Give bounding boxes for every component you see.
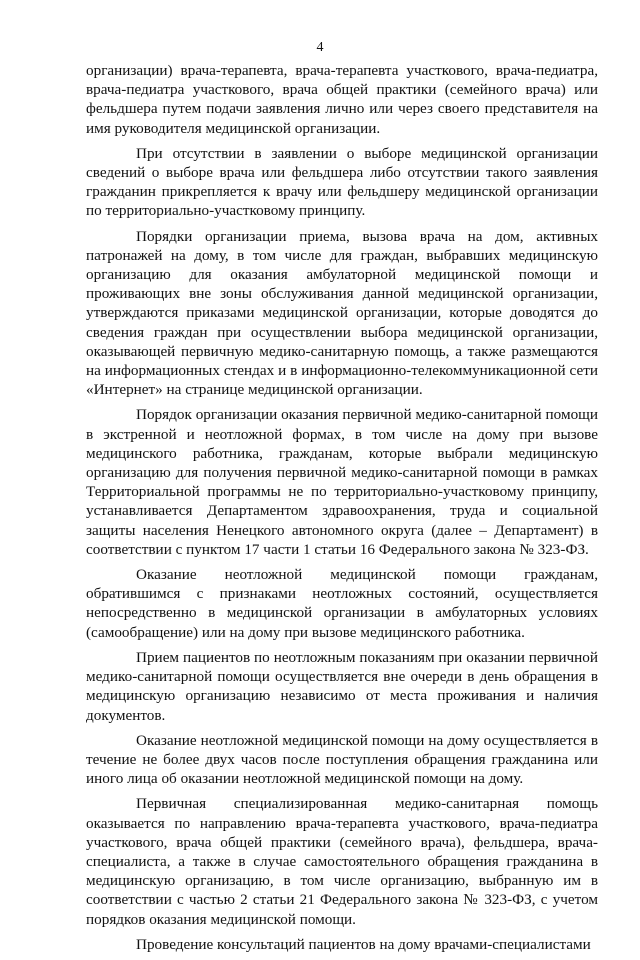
paragraph-3: Порядки организации приема, вызова врача на дом, активных патронажей на дому, в том числе для граждан, выбравших медицинскую организацию для оказания амбулаторной медицинской помощи и проживающих вне зоны обслуживания данной медицинской организации, утверждаются приказами медицинской организации, которые доводятся до сведения граждан при осуществлении выбора медицинской организации, оказывающей первичную медико-санитарную помощь, а также размещаются на информационных стендах и в информационно-телекоммуникационной сети «Интернет» на странице медицинской организации. — [86, 227, 598, 399]
paragraph-8: Первичная специализированная медико-санитарная помощь оказывается по направлению врача-терапевта участкового, врача-педиатра участкового, врача общей практики (семейного врача), фельдшера, врача-специалиста, а также в случае самостоятельного обращения гражданина в медицинскую организацию, в том числе организацию, выбранную им в соответствии с частью 2 статьи 21 Федерального закона № 323-ФЗ, с учетом порядков оказания медицинской помощи. — [86, 795, 598, 928]
paragraph-6: Прием пациентов по неотложным показаниям при оказании первичной медико-санитарной помощи осуществляется вне очереди в день обращения в медицинскую организацию независимо от места проживания и наличия документов. — [86, 648, 598, 724]
paragraph-9: Проведение консультаций пациентов на дому врачами-специалистами — [136, 935, 591, 953]
page-number: 4 — [316, 40, 324, 55]
paragraph-7: Оказание неотложной медицинской помощи на дому осуществляется в течение не более двух часов после поступления обращения гражданина или иного лица об оказании неотложной медицинской помощи на дому. — [86, 731, 598, 788]
paragraph-2: При отсутствии в заявлении о выборе медицинской организации сведений о выборе врача или фельдшера либо отсутствии такого заявления гражданин прикрепляется к врачу или фельдшеру медицинской организации по территориально-участковому принципу. — [86, 144, 598, 220]
paragraph-4: Порядок организации оказания первичной медико-санитарной помощи в экстренной и неотложной формах, в том числе на дому при вызове медицинского работника, гражданам, которые выбрали медицинскую организацию для получения первичной медико-санитарной помощи в рамках Территориальной программы не по территориально-участковому принципу, устанавливается Департаментом здравоохранения, труда и социальной защиты населения Ненецкого автономного округа (далее – Департамент) в соответствии с пунктом 17 части 1 статьи 16 Федерального закона № 323-ФЗ. — [86, 406, 598, 558]
paragraph-1: организации) врача-терапевта, врача-терапевта участкового, врача-педиатра, врача-педиатра участкового, врача общей практики (семейного врача) или фельдшера путем подачи заявления лично или через своего представителя на имя руководителя медицинской организации. — [86, 62, 598, 137]
paragraph-5: Оказание неотложной медицинской помощи гражданам, обратившимся с признаками неотложных состояний, осуществляется непосредственно в медицинской организации в амбулаторных условиях (самообращение) или на дому при вызове медицинского работника. — [86, 566, 598, 641]
document-body — [86, 61, 598, 960]
